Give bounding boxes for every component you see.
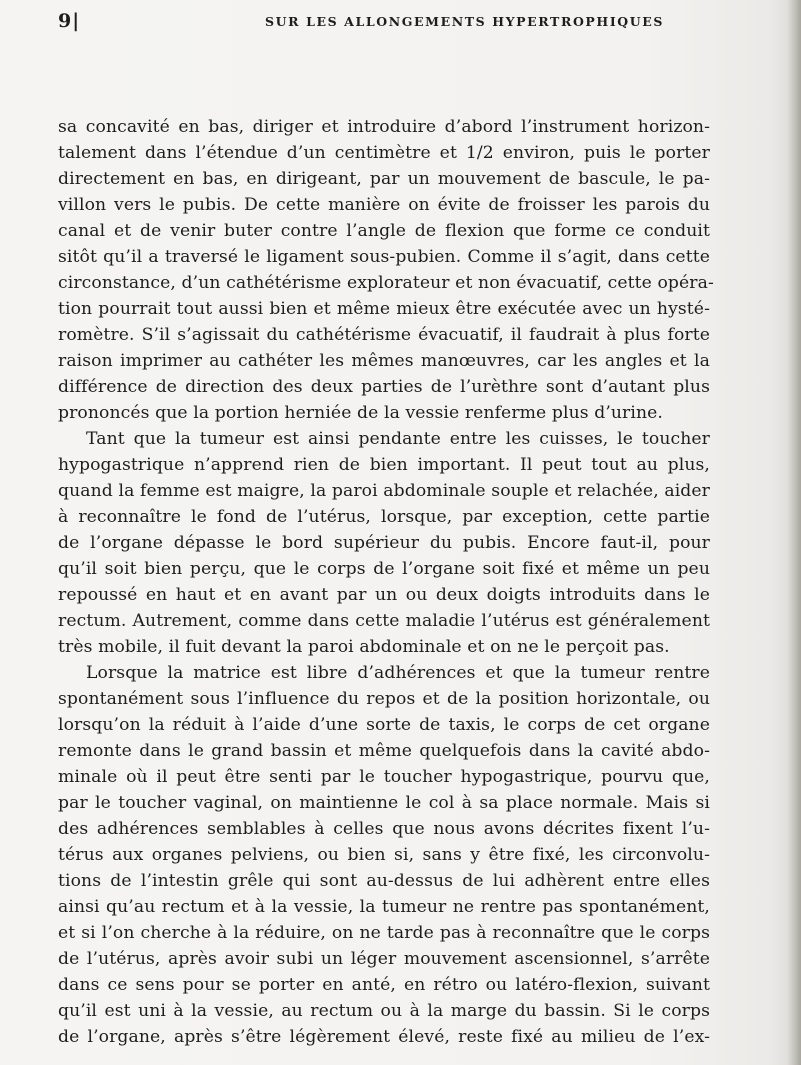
text-line: prononcés que la portion herniée de la vessie renferme plus d’urine. <box>58 403 663 423</box>
text-line: dans ce sens pour se porter en anté, en rétro ou latéro-flexion, suivant <box>58 975 710 995</box>
text-line: très mobile, il fuit devant la paroi abdominale et on ne le perçoit pas. <box>58 637 670 657</box>
running-title: SUR LES ALLONGEMENTS HYPERTROPHIQUES <box>265 14 665 29</box>
text-line: minale où il peut être senti par le toucher hypogastrique, pourvu que, <box>58 767 710 787</box>
text-line: par le toucher vaginal, on maintienne le col à sa place normale. Mais si <box>58 793 710 813</box>
text-line: des adhérences semblables à celles que nous avons décrites fixent l’u- <box>58 819 710 839</box>
text-line: qu’il soit bien perçu, que le corps de l’organe soit fixé et même un peu <box>58 559 710 579</box>
text-line: remonte dans le grand bassin et même quelquefois dans la cavité abdo- <box>58 741 710 761</box>
text-line: villon vers le pubis. De cette manière on évite de froisser les parois du <box>58 195 710 215</box>
text-line: lorsqu’on la réduit à l’aide d’une sorte de taxis, le corps de cet organe <box>58 715 710 735</box>
text-line: à reconnaître le fond de l’utérus, lorsque, par exception, cette partie <box>58 507 710 527</box>
page-header <box>46 8 756 36</box>
text-line: talement dans l’étendue d’un centimètre et 1/2 environ, puis le porter <box>58 143 710 163</box>
text-line: circonstance, d’un cathétérisme explorateur et non évacuatif, cette opéra- <box>58 273 714 293</box>
text-line: tion pourrait tout aussi bien et même mieux être exécutée avec un hysté- <box>58 299 710 319</box>
text-line: hypogastrique n’apprend rien de bien important. Il peut tout au plus, <box>58 455 710 475</box>
text-line: rectum. Autrement, comme dans cette maladie l’utérus est généralement <box>58 611 710 631</box>
text-line: différence de direction des deux parties de l’urèthre sont d’autant plus <box>58 377 710 397</box>
text-line: térus aux organes pelviens, ou bien si, sans y être fixé, les circonvolu- <box>58 845 710 865</box>
text-line: tions de l’intestin grêle qui sont au-dessus de lui adhèrent entre elles <box>58 871 710 891</box>
text-line: et si l’on cherche à la réduire, on ne tarde pas à reconnaître que le corps <box>58 923 710 943</box>
text-line: romètre. S’il s’agissait du cathétérisme évacuatif, il faudrait à plus forte <box>58 325 710 345</box>
text-line: de l’organe, après s’être légèrement élevé, reste fixé au milieu de l’ex- <box>58 1027 710 1047</box>
text-line: quand la femme est maigre, la paroi abdominale souple et relachée, aider <box>58 481 710 501</box>
page-number: 9| <box>58 10 81 32</box>
text-line: raison imprimer au cathéter les mêmes manœuvres, car les angles et la <box>58 351 710 371</box>
text-line: sitôt qu’il a traversé le ligament sous-pubien. Comme il s’agit, dans cette <box>58 247 710 267</box>
text-line: de l’utérus, après avoir subi un léger mouvement ascensionnel, s’arrête <box>58 949 710 969</box>
text-line: spontanément sous l’influence du repos et de la position horizontale, ou <box>58 689 710 709</box>
text-line: ainsi qu’au rectum et à la vessie, la tumeur ne rentre pas spontanément, <box>58 897 710 917</box>
text-line: Lorsque la matrice est libre d’adhérences et que la tumeur rentre <box>86 663 710 683</box>
text-line: repoussé en haut et en avant par un ou deux doigts introduits dans le <box>58 585 710 605</box>
page-edge-shadow <box>787 0 801 1065</box>
text-line: qu’il est uni à la vessie, au rectum ou à la marge du bassin. Si le corps <box>58 1001 710 1021</box>
text-line: canal et de venir buter contre l’angle de flexion que forme ce conduit <box>58 221 710 241</box>
text-line: directement en bas, en dirigeant, par un mouvement de bascule, le pa- <box>58 169 710 189</box>
text-line: de l’organe dépasse le bord supérieur du pubis. Encore faut-il, pour <box>58 533 710 553</box>
text-line: sa concavité en bas, diriger et introduire d’abord l’instrument horizon- <box>58 117 710 137</box>
text-line: Tant que la tumeur est ainsi pendante entre les cuisses, le toucher <box>86 429 710 449</box>
